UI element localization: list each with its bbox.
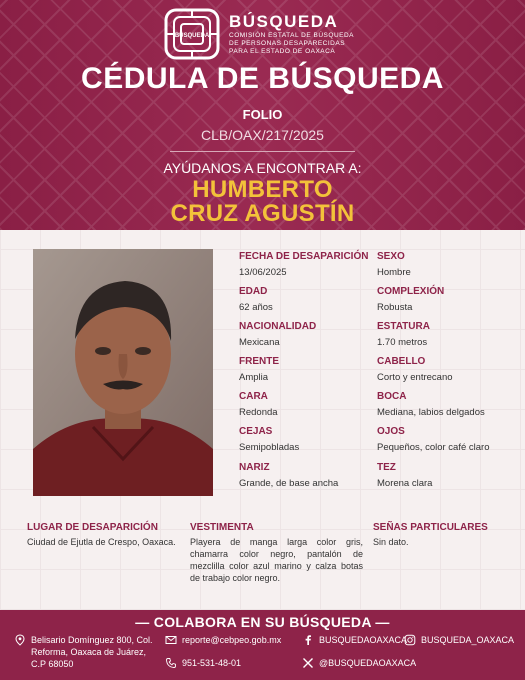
phone-item[interactable]: [165, 657, 305, 669]
edad-label: EDAD: [239, 286, 268, 297]
x-icon: [302, 657, 314, 669]
x-item[interactable]: [302, 657, 442, 669]
ojos-label: OJOS: [377, 426, 405, 437]
senas-field: [373, 521, 513, 548]
tez-value: Morena clara: [377, 478, 433, 489]
nariz-label: NARIZ: [239, 462, 270, 473]
sexo-value: Hombre: [377, 267, 411, 278]
mail-icon: [165, 634, 177, 646]
senas-value: Sin dato.: [373, 537, 409, 547]
cabello-field: [377, 355, 517, 384]
vestimenta-value: Playera de manga larga color gris, chamarra color negro, pantalón de mezclilla color azul marino y calza botas de trabajo color negro.: [190, 537, 363, 583]
phone-link[interactable]: 951-531-48-01: [182, 658, 242, 668]
email-link[interactable]: reporte@cebpeo.gob.mx: [182, 635, 282, 645]
facebook-icon: [302, 634, 314, 646]
instagram-link[interactable]: BUSQUEDA_OAXACA: [421, 635, 515, 645]
fecha-field: [239, 250, 374, 279]
senas-label: SEÑAS PARTICULARES: [373, 522, 488, 533]
estatura-value: 1.70 metros: [377, 337, 428, 348]
boca-value: Mediana, labios delgados: [377, 407, 485, 418]
person-last-name: CRUZ AGUSTÍN: [170, 200, 355, 227]
cejas-field: [239, 425, 374, 454]
collab-heading: — COLABORA EN SU BÚSQUEDA —: [135, 614, 390, 630]
x-link[interactable]: @BUSQUEDAOAXACA: [319, 658, 417, 668]
boca-label: BOCA: [377, 391, 407, 402]
page-title: CÉDULA DE BÚSQUEDA: [81, 62, 444, 95]
cara-label: CARA: [239, 391, 268, 402]
address-text: Belisario Domínguez 800, Col. Reforma, Oaxaca de Juárez, C.P 68050: [31, 635, 153, 669]
frente-value: Amplia: [239, 372, 269, 383]
nacionalidad-value: Mexicana: [239, 337, 280, 348]
estatura-field: [377, 320, 517, 349]
sexo-label: SEXO: [377, 251, 405, 262]
nariz-field: [239, 461, 374, 490]
fecha-value: 13/06/2025: [239, 267, 287, 278]
estatura-label: ESTATURA: [377, 321, 430, 332]
cabello-value: Corto y entrecano: [377, 372, 453, 383]
person-photo: [33, 249, 213, 496]
lugar-value: Ciudad de Ejutla de Crespo, Oaxaca.: [27, 537, 176, 547]
fecha-label: FECHA DE DESAPARICIÓN: [239, 251, 369, 262]
help-text: AYÚDANOS A ENCONTRAR A:: [163, 160, 362, 176]
tez-field: [377, 461, 517, 490]
email-item[interactable]: [165, 634, 305, 646]
facebook-item[interactable]: [302, 634, 407, 646]
cara-value: Redonda: [239, 407, 278, 418]
ojos-field: [377, 425, 517, 454]
address-item: [14, 634, 160, 670]
phone-icon: [165, 657, 177, 669]
logo-emblem-text: BÚSQUEDA: [174, 33, 210, 39]
logo-subtitle: COMISIÓN ESTATAL DE BÚSQUEDA DE PERSONAS DESAPARECIDAS PARA EL ESTADO DE OAXACA: [229, 32, 354, 55]
boca-field: [377, 390, 517, 419]
edad-field: [239, 285, 374, 314]
footer: [0, 610, 525, 680]
lugar-field: [27, 521, 182, 548]
cejas-label: CEJAS: [239, 426, 273, 437]
instagram-icon: [404, 634, 416, 646]
nacionalidad-field: [239, 320, 374, 349]
sexo-field: [377, 250, 517, 279]
location-icon: [14, 634, 26, 646]
facebook-link[interactable]: BUSQUEDAOAXACA: [319, 635, 408, 645]
header-banner: [0, 0, 525, 230]
complexion-label: COMPLEXIÓN: [377, 286, 445, 297]
complexion-field: [377, 285, 517, 314]
cara-field: [239, 390, 374, 419]
ojos-value: Pequeños, color café claro: [377, 442, 490, 453]
folio-value: CLB/OAX/217/2025: [201, 127, 324, 143]
logo-title: BÚSQUEDA: [229, 12, 339, 31]
lugar-label: LUGAR DE DESAPARICIÓN: [27, 522, 158, 533]
logo-emblem-icon: [163, 8, 221, 60]
cabello-label: CABELLO: [377, 356, 426, 367]
frente-label: FRENTE: [239, 356, 279, 367]
cejas-value: Semipobladas: [239, 442, 300, 453]
logo: [163, 8, 359, 60]
nariz-value: Grande, de base ancha: [239, 478, 339, 489]
frente-field: [239, 355, 374, 384]
vestimenta-label: VESTIMENTA: [190, 522, 254, 533]
instagram-item[interactable]: [404, 634, 519, 646]
vestimenta-field: [190, 521, 363, 584]
folio-label: FOLIO: [242, 107, 283, 122]
tez-label: TEZ: [377, 462, 396, 473]
person-first-name: HUMBERTO: [192, 176, 333, 203]
divider: [170, 151, 355, 152]
nacionalidad-label: NACIONALIDAD: [239, 321, 317, 332]
edad-value: 62 años: [239, 302, 273, 313]
complexion-value: Robusta: [377, 302, 413, 313]
